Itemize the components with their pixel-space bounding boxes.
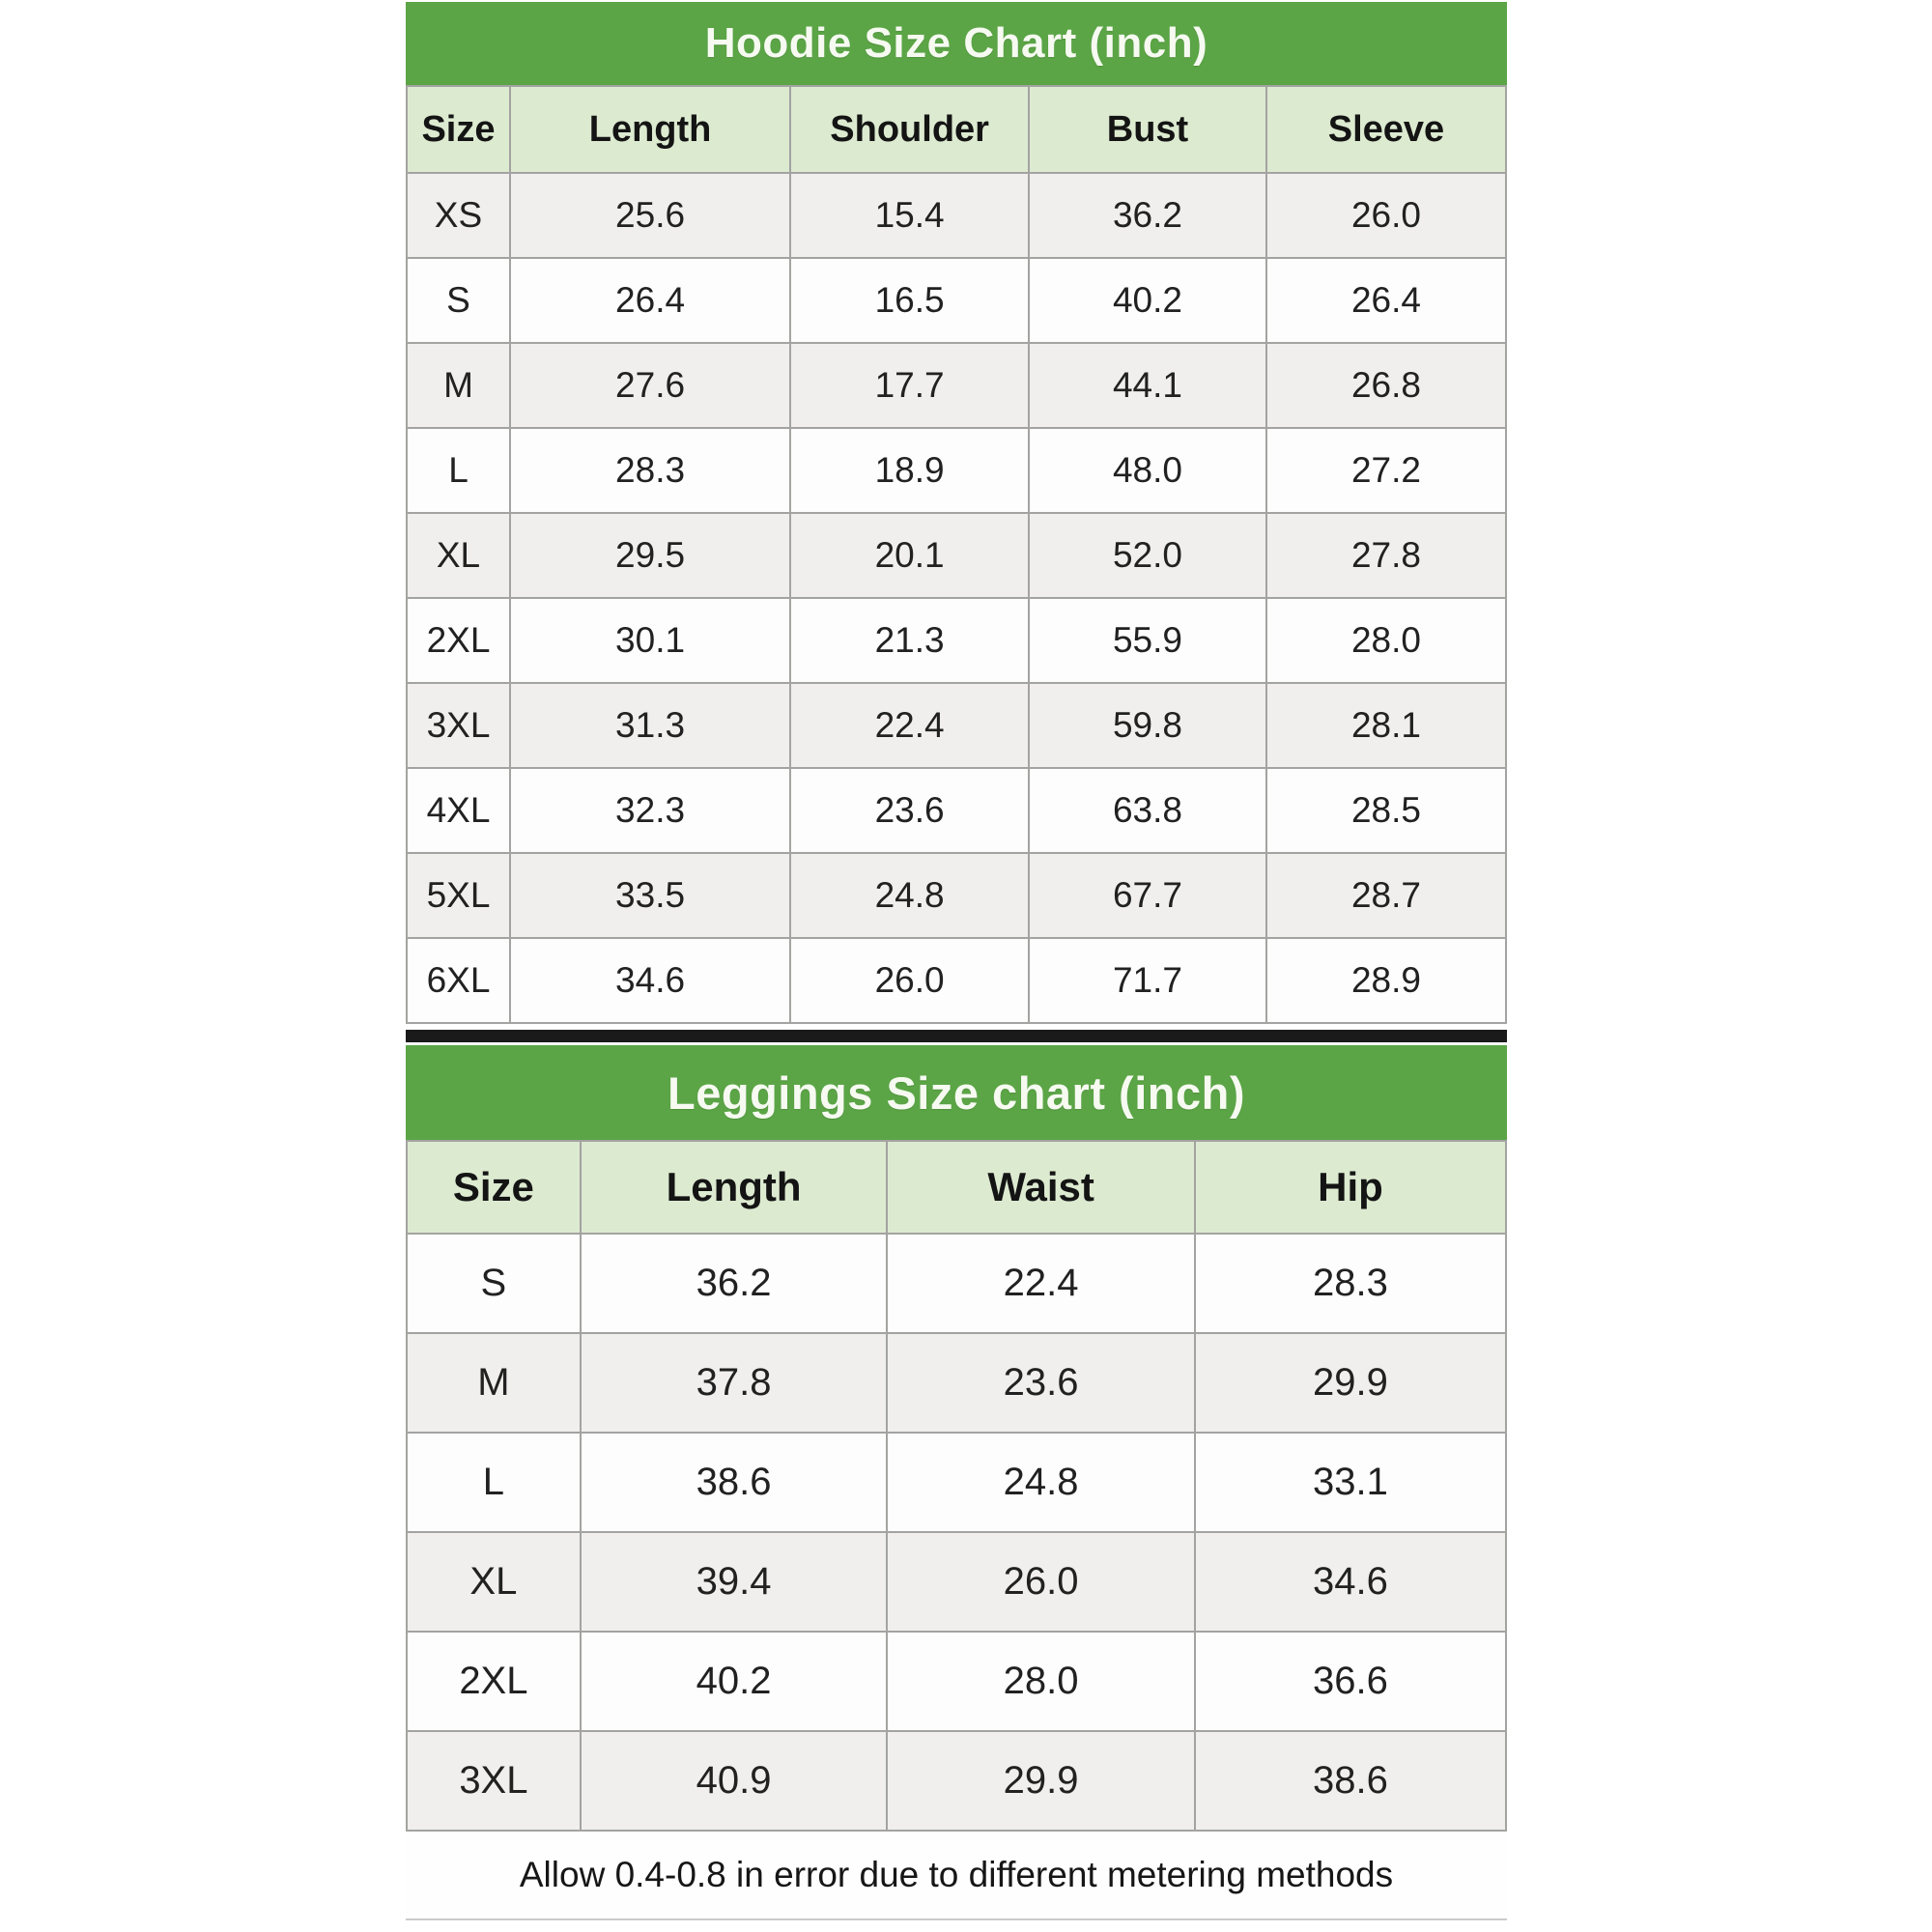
size-label-cell: S: [407, 1234, 581, 1333]
measurement-value-cell: 21.3: [790, 598, 1029, 683]
measurement-value-cell: 26.0: [1266, 173, 1506, 258]
column-header-bust: Bust: [1029, 86, 1266, 173]
measurement-value-cell: 29.5: [510, 513, 790, 598]
measurement-value-cell: 16.5: [790, 258, 1029, 343]
measurement-value-cell: 36.2: [581, 1234, 888, 1333]
divider-bar: [406, 1030, 1507, 1042]
measurement-value-cell: 52.0: [1029, 513, 1266, 598]
measurement-value-cell: 28.7: [1266, 853, 1506, 938]
measurement-value-cell: 17.7: [790, 343, 1029, 428]
measurement-value-cell: 33.1: [1195, 1433, 1506, 1532]
measurement-value-cell: 36.2: [1029, 173, 1266, 258]
measurement-value-cell: 25.6: [510, 173, 790, 258]
size-label-cell: M: [407, 343, 510, 428]
hoodie-chart-title: Hoodie Size Chart (inch): [406, 2, 1507, 85]
measurement-value-cell: 71.7: [1029, 938, 1266, 1023]
size-label-cell: S: [407, 258, 510, 343]
size-label-cell: 3XL: [407, 1731, 581, 1831]
measurement-value-cell: 28.9: [1266, 938, 1506, 1023]
measurement-value-cell: 39.4: [581, 1532, 888, 1632]
table-row: [407, 1632, 1506, 1731]
measurement-value-cell: 34.6: [510, 938, 790, 1023]
column-header-length: Length: [510, 86, 790, 173]
measurement-value-cell: 24.8: [790, 853, 1029, 938]
measurement-value-cell: 27.2: [1266, 428, 1506, 513]
size-label-cell: 6XL: [407, 938, 510, 1023]
table-row: [407, 343, 1506, 428]
measurement-value-cell: 20.1: [790, 513, 1029, 598]
size-label-cell: M: [407, 1333, 581, 1433]
table-row: [407, 1234, 1506, 1333]
measurement-value-cell: 30.1: [510, 598, 790, 683]
table-row: [407, 258, 1506, 343]
column-header-hip: Hip: [1195, 1141, 1506, 1234]
measurement-value-cell: 48.0: [1029, 428, 1266, 513]
measurement-value-cell: 22.4: [790, 683, 1029, 768]
measurement-value-cell: 44.1: [1029, 343, 1266, 428]
measurement-value-cell: 28.3: [1195, 1234, 1506, 1333]
measurement-value-cell: 18.9: [790, 428, 1029, 513]
table-row: [407, 513, 1506, 598]
measurement-value-cell: 37.8: [581, 1333, 888, 1433]
table-row: [407, 938, 1506, 1023]
table-row: [407, 1532, 1506, 1632]
size-label-cell: XL: [407, 513, 510, 598]
column-header-sleeve: Sleeve: [1266, 86, 1506, 173]
measurement-value-cell: 28.3: [510, 428, 790, 513]
table-row: [407, 1731, 1506, 1831]
size-label-cell: L: [407, 1433, 581, 1532]
measurement-value-cell: 40.2: [1029, 258, 1266, 343]
measurement-value-cell: 40.9: [581, 1731, 888, 1831]
measurement-value-cell: 32.3: [510, 768, 790, 853]
measurement-value-cell: 36.6: [1195, 1632, 1506, 1731]
measurement-value-cell: 23.6: [790, 768, 1029, 853]
hoodie-size-table: [406, 85, 1507, 1024]
hoodie-header-row: [407, 86, 1506, 173]
size-label-cell: XS: [407, 173, 510, 258]
column-header-size: Size: [407, 86, 510, 173]
measurement-value-cell: 23.6: [887, 1333, 1195, 1433]
size-label-cell: 4XL: [407, 768, 510, 853]
size-label-cell: XL: [407, 1532, 581, 1632]
table-row: [407, 173, 1506, 258]
measurement-value-cell: 28.0: [1266, 598, 1506, 683]
measurement-value-cell: 34.6: [1195, 1532, 1506, 1632]
measurement-value-cell: 29.9: [887, 1731, 1195, 1831]
measurement-value-cell: 26.4: [510, 258, 790, 343]
size-label-cell: 2XL: [407, 1632, 581, 1731]
measurement-value-cell: 38.6: [581, 1433, 888, 1532]
measurement-value-cell: 40.2: [581, 1632, 888, 1731]
measurement-value-cell: 67.7: [1029, 853, 1266, 938]
measurement-value-cell: 27.8: [1266, 513, 1506, 598]
column-header-waist: Waist: [887, 1141, 1195, 1234]
column-header-size: Size: [407, 1141, 581, 1234]
measurement-value-cell: 15.4: [790, 173, 1029, 258]
measurement-value-cell: 26.4: [1266, 258, 1506, 343]
measurement-value-cell: 27.6: [510, 343, 790, 428]
measurement-value-cell: 29.9: [1195, 1333, 1506, 1433]
measurement-value-cell: 28.0: [887, 1632, 1195, 1731]
leggings-size-table: [406, 1140, 1507, 1832]
size-label-cell: L: [407, 428, 510, 513]
table-row: [407, 1433, 1506, 1532]
table-row: [407, 768, 1506, 853]
table-row: [407, 428, 1506, 513]
table-row: [407, 683, 1506, 768]
measurement-value-cell: 38.6: [1195, 1731, 1506, 1831]
measurement-value-cell: 31.3: [510, 683, 790, 768]
measurement-value-cell: 28.1: [1266, 683, 1506, 768]
measurement-value-cell: 26.8: [1266, 343, 1506, 428]
measurement-value-cell: 33.5: [510, 853, 790, 938]
table-row: [407, 598, 1506, 683]
size-label-cell: 2XL: [407, 598, 510, 683]
size-chart-sheet: [406, 2, 1507, 1920]
column-header-shoulder: Shoulder: [790, 86, 1029, 173]
measurement-value-cell: 55.9: [1029, 598, 1266, 683]
leggings-header-row: [407, 1141, 1506, 1234]
leggings-chart-title: Leggings Size chart (inch): [406, 1045, 1507, 1140]
measurement-error-note: Allow 0.4-0.8 in error due to different metering methods: [406, 1832, 1507, 1920]
size-label-cell: 3XL: [407, 683, 510, 768]
column-header-length: Length: [581, 1141, 888, 1234]
measurement-value-cell: 22.4: [887, 1234, 1195, 1333]
measurement-value-cell: 24.8: [887, 1433, 1195, 1532]
measurement-value-cell: 28.5: [1266, 768, 1506, 853]
table-row: [407, 853, 1506, 938]
measurement-value-cell: 26.0: [790, 938, 1029, 1023]
size-label-cell: 5XL: [407, 853, 510, 938]
measurement-value-cell: 26.0: [887, 1532, 1195, 1632]
table-row: [407, 1333, 1506, 1433]
measurement-value-cell: 59.8: [1029, 683, 1266, 768]
measurement-value-cell: 63.8: [1029, 768, 1266, 853]
